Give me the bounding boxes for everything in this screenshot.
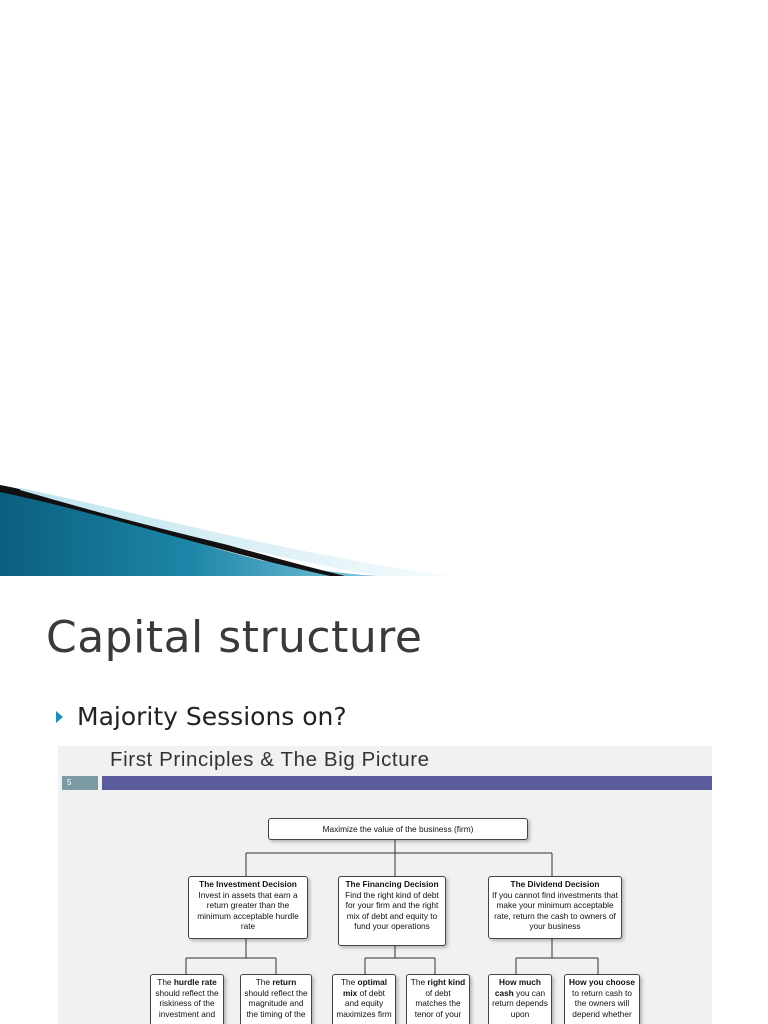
optimal-mix-box bbox=[332, 974, 396, 1024]
right-kind-bold: right kind bbox=[427, 977, 466, 987]
embedded-slide-number: 5 bbox=[62, 776, 98, 790]
decorative-swoosh bbox=[0, 480, 460, 580]
embedded-slide-image bbox=[58, 746, 712, 1024]
hurdle-rate-box bbox=[150, 974, 224, 1024]
return-pre: The bbox=[255, 977, 273, 987]
maximize-value-text: Maximize the value of the business (firm) bbox=[322, 824, 474, 834]
dividend-decision-body: If you cannot find investments that make your minimum acceptable rate, return the cash to owners of your business bbox=[492, 889, 618, 931]
right-kind-body: of debt matches the tenor of your bbox=[414, 987, 462, 1019]
return-body: should reflect the magnitude and the timing of the bbox=[244, 987, 308, 1019]
dividend-decision-heading: The Dividend Decision bbox=[510, 879, 600, 889]
hurdle-rate-bold: hurdle rate bbox=[173, 977, 217, 987]
return-bold: return bbox=[272, 977, 297, 987]
right-kind-pre: The bbox=[410, 977, 428, 987]
how-much-cash-body: you can return depends upon bbox=[492, 987, 548, 1019]
how-much-cash-box bbox=[488, 974, 552, 1024]
bullet-text: Majority Sessions on? bbox=[77, 702, 347, 731]
optimal-mix-pre: The bbox=[340, 977, 358, 987]
how-much-cash-bold: How much cash bbox=[494, 977, 541, 998]
hurdle-rate-body: should reflect the riskiness of the investment and bbox=[155, 987, 219, 1019]
embedded-slide-title: First Principles & The Big Picture bbox=[110, 748, 430, 771]
investment-decision-body: Invest in assets that earn a return greater than the minimum acceptable hurdle rate bbox=[197, 889, 299, 931]
financing-decision-body: Find the right kind of debt for your firm and the right mix of debt and equity to fund your operations bbox=[345, 889, 439, 931]
right-kind-box bbox=[406, 974, 470, 1024]
optimal-mix-bold: optimal mix bbox=[343, 977, 388, 998]
investment-decision-box bbox=[188, 876, 308, 939]
hurdle-rate-pre: The bbox=[157, 977, 174, 987]
optimal-mix-body: of debt and equity maximizes firm bbox=[336, 987, 392, 1019]
financing-decision-box bbox=[338, 876, 446, 946]
how-you-choose-box bbox=[564, 974, 640, 1024]
financing-decision-heading: The Financing Decision bbox=[345, 879, 439, 889]
return-box bbox=[240, 974, 312, 1024]
dividend-decision-box bbox=[488, 876, 622, 939]
slide-title: Capital structure bbox=[46, 612, 423, 663]
triangle-bullet-icon bbox=[56, 711, 63, 723]
how-you-choose-bold: How you choose bbox=[569, 977, 635, 987]
maximize-value-box bbox=[268, 818, 528, 840]
bullet-item bbox=[56, 702, 347, 731]
how-you-choose-body: to return cash to the owners will depend whether bbox=[572, 987, 632, 1019]
investment-decision-heading: The Investment Decision bbox=[199, 879, 297, 889]
